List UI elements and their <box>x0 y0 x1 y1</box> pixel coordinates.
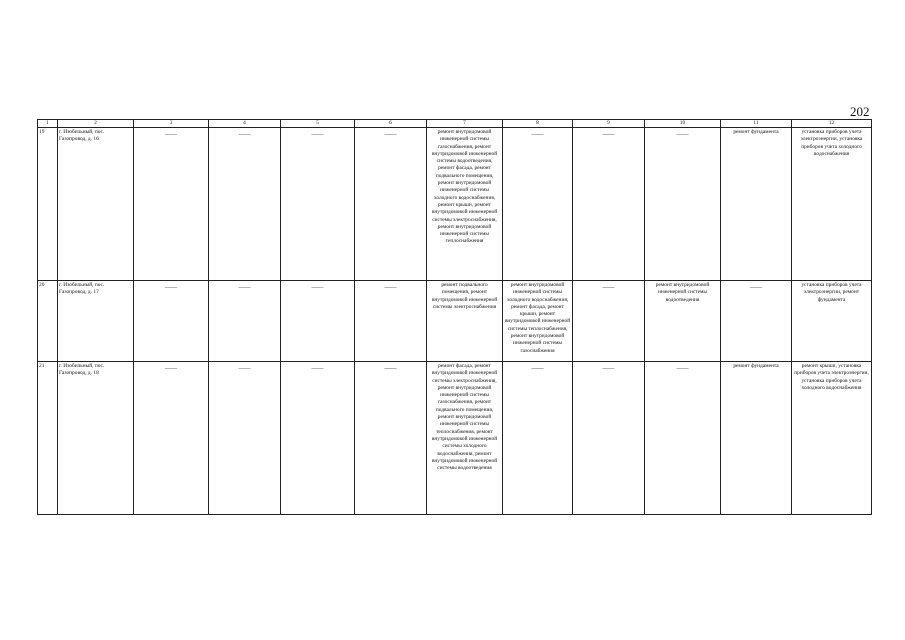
empty-cell-dash: —— <box>503 128 573 281</box>
empty-cell-dash: —— <box>134 281 209 362</box>
column-number: 12 <box>792 120 872 128</box>
empty-cell-dash: —— <box>355 281 427 362</box>
work-list-cell: ремонт фасада, ремонт внутридомовой инженерной системы электроснабжения, ремонт внутридомовой инженерной системы газоснабжения, ремонт подвального помещения, ремонт внутридомовой инженерной системы теплоснабжения, ремонт внутридомовой инженерной системы холодного водоснабжения, ремонт внутридомовой инженерной системы водоотведения <box>427 362 503 515</box>
address-cell: г. Изобильный, пос. Газопровод, д. 18 <box>58 362 134 515</box>
empty-cell-dash: —— <box>281 281 355 362</box>
empty-cell-dash: —— <box>209 128 281 281</box>
work-list-cell: установка приборов учета электроэнергии, установка приборов учета холодного водоснабжения <box>792 128 872 281</box>
page-number: 202 <box>850 104 870 119</box>
empty-cell-dash: —— <box>209 281 281 362</box>
work-list-cell: ремонт внутридомовой инженерной системы водоотведения <box>645 281 721 362</box>
work-list-cell: установка приборов учета электроэнергии, ремонт фундамента <box>792 281 872 362</box>
empty-cell-dash: —— <box>645 128 721 281</box>
column-number: 7 <box>427 120 503 128</box>
empty-cell-dash: —— <box>645 362 721 515</box>
empty-cell-dash: —— <box>721 281 792 362</box>
empty-cell-dash: —— <box>355 362 427 515</box>
empty-cell-dash: —— <box>134 362 209 515</box>
address-cell: г. Изобильный, пос. Газопровод, д. 16 <box>58 128 134 281</box>
work-list-cell: ремонт крыши, установка приборов учета электроэнергии, установка приборов учета холодного водоснабжения <box>792 362 872 515</box>
column-number: 4 <box>209 120 281 128</box>
row-number: 19 <box>38 128 58 281</box>
empty-cell-dash: —— <box>209 362 281 515</box>
table-row <box>38 362 872 515</box>
work-plan-table <box>37 119 872 515</box>
work-list-cell: ремонт фундамента <box>721 128 792 281</box>
table-row <box>38 281 872 362</box>
empty-cell-dash: —— <box>355 128 427 281</box>
empty-cell-dash: —— <box>134 128 209 281</box>
row-number: 20 <box>38 281 58 362</box>
column-number: 8 <box>503 120 573 128</box>
column-number: 5 <box>281 120 355 128</box>
column-number-header-row <box>38 120 872 128</box>
row-number: 21 <box>38 362 58 515</box>
empty-cell-dash: —— <box>281 128 355 281</box>
column-number: 2 <box>58 120 134 128</box>
empty-cell-dash: —— <box>503 362 573 515</box>
column-number: 6 <box>355 120 427 128</box>
empty-cell-dash: —— <box>573 362 645 515</box>
work-list-cell: ремонт подвального помещения, ремонт внутридомовой инженерной системы электроснабжения <box>427 281 503 362</box>
work-list-cell: ремонт внутридомовой инженерной системы газоснабжения, ремонт внутридомовой инженерной системы водоотведения, ремонт фасада, ремонт подвального помещения, ремонт внутридомовой инженерной системы холодного водоснабжения, ремонт крыши, ремонт внутридомовой инженерной системы электроснабжения, ремонт внутридомовой инженерной системы теплоснабжения <box>427 128 503 281</box>
table-row <box>38 128 872 281</box>
work-list-cell: ремонт внутридомовой инженерной системы холодного водоснабжения, ремонт фасада, ремонт крыши, ремонт внутридомовой инженерной системы теплоснабжения, ремонт внутридомовой инженерной системы газоснабжения <box>503 281 573 362</box>
address-cell: г. Изобильный, пос. Газопровод, д. 17 <box>58 281 134 362</box>
column-number: 10 <box>645 120 721 128</box>
empty-cell-dash: —— <box>281 362 355 515</box>
empty-cell-dash: —— <box>573 281 645 362</box>
work-list-cell: ремонт фундамента <box>721 362 792 515</box>
column-number: 9 <box>573 120 645 128</box>
column-number: 11 <box>721 120 792 128</box>
empty-cell-dash: —— <box>573 128 645 281</box>
column-number: 1 <box>38 120 58 128</box>
column-number: 3 <box>134 120 209 128</box>
